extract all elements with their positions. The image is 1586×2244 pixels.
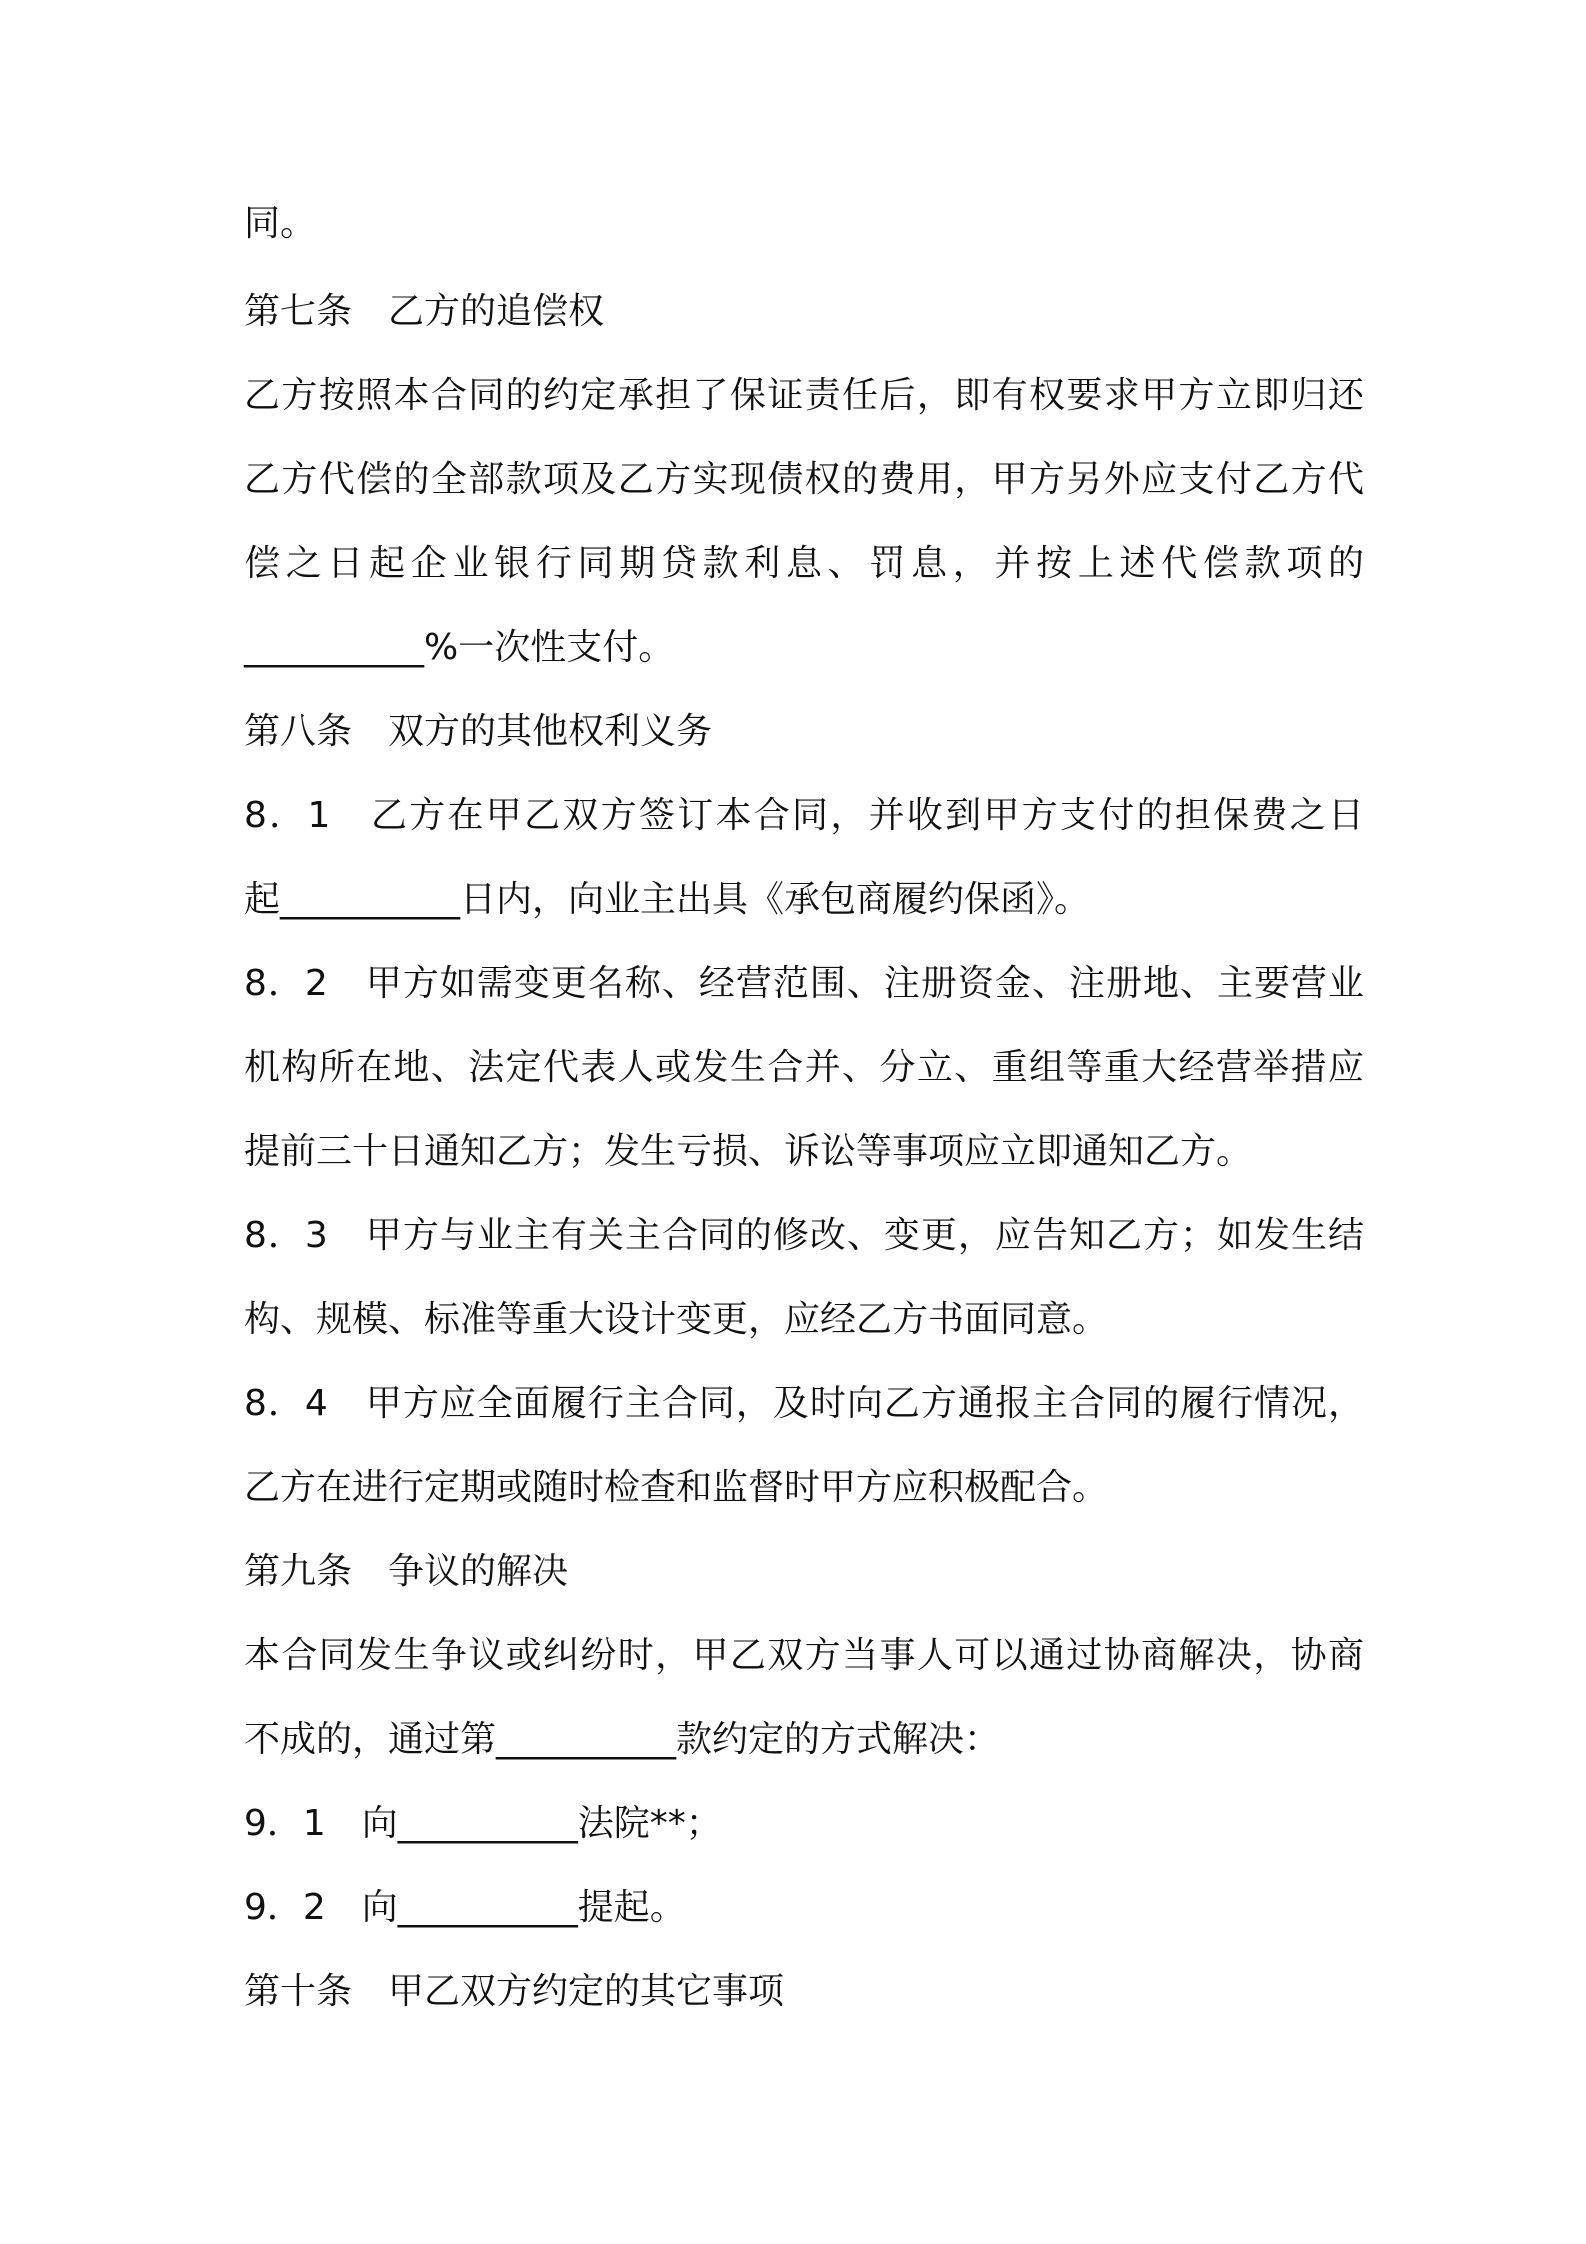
text-line: __________%一次性支付。 <box>244 627 675 668</box>
text-line: 不成的，通过第__________款约定的方式解决： <box>244 1719 1001 1760</box>
text-line: 乙方代偿的全部款项及乙方实现债权的费用，甲方另外应支付乙方代 <box>244 459 1364 500</box>
text-line: 8．3 甲方与业主有关主合同的修改、变更，应告知乙方；如发生结 <box>244 1215 1364 1256</box>
text-line: 提前三十日通知乙方；发生亏损、诉讼等事项应立即通知乙方。 <box>244 1131 1253 1172</box>
text-line: 8．4 甲方应全面履行主合同，及时向乙方通报主合同的履行情况， <box>244 1383 1364 1424</box>
text-line: 乙方在进行定期或随时检查和监督时甲方应积极配合。 <box>244 1467 1109 1508</box>
text-line: 8．2 甲方如需变更名称、经营范围、注册资金、注册地、主要营业 <box>244 963 1364 1004</box>
article-heading: 第八条 双方的其他权利义务 <box>244 711 713 752</box>
text-line: 同。 <box>244 203 317 244</box>
text-line: 本合同发生争议或纠纷时，甲乙双方当事人可以通过协商解决，协商 <box>244 1635 1364 1676</box>
article-heading: 第十条 甲乙双方约定的其它事项 <box>244 1971 785 2012</box>
text-line: 8．1 乙方在甲乙双方签订本合同，并收到甲方支付的担保费之日 <box>244 795 1364 836</box>
text-line: 机构所在地、法定代表人或发生合并、分立、重组等重大经营举措应 <box>244 1047 1364 1088</box>
article-heading: 第九条 争议的解决 <box>244 1551 569 1592</box>
text-line: 9．2 向__________提起。 <box>244 1887 686 1928</box>
text-line: 9．1 向__________法院**； <box>244 1803 722 1844</box>
article-heading: 第七条 乙方的追偿权 <box>244 291 605 332</box>
text-line: 起__________日内，向业主出具《承包商履约保函》。 <box>244 879 1091 920</box>
text-line: 偿之日起企业银行同期贷款利息、罚息，并按上述代偿款项的 <box>244 543 1364 584</box>
text-line: 构、规模、标准等重大设计变更，应经乙方书面同意。 <box>244 1299 1109 1340</box>
text-line: 乙方按照本合同的约定承担了保证责任后，即有权要求甲方立即归还 <box>244 375 1364 416</box>
